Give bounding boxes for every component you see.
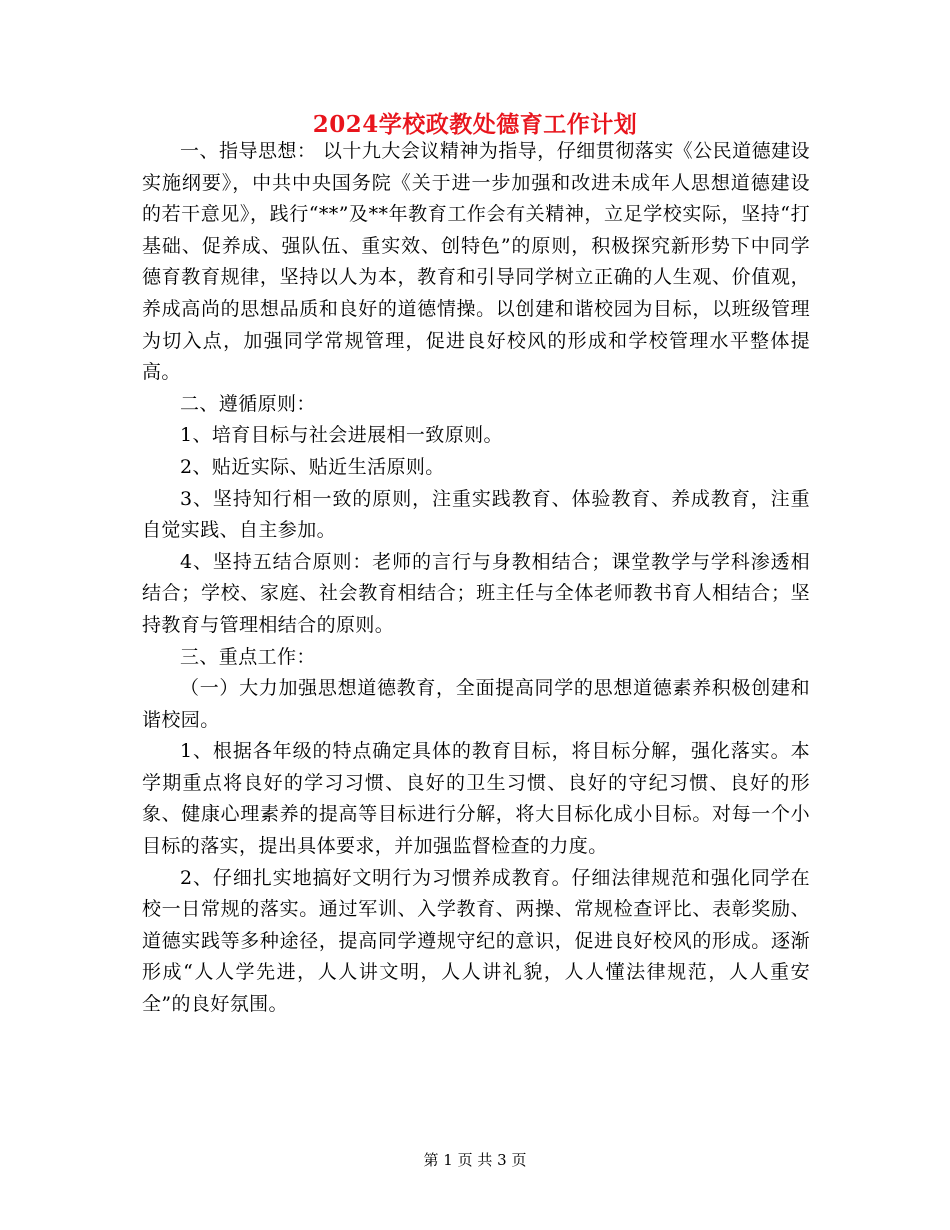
paragraph-key-work-item-1: 1、根据各年级的特点确定具体的教育目标，将目标分解，强化落实。本学期重点将良好的学习习惯、良好的卫生习惯、良好的守纪习惯、良好的形象、健康心理素养的提高等目标进行分解，将大目标化成小目标。对每一个小目标的落实，提出具体要求，并加强监督检查的力度。: [142, 740, 810, 858]
paragraph-principle-1: 1、培育目标与社会进展相一致原则。: [180, 424, 503, 447]
page-number-footer: 第 1 页 共 3 页: [423, 1151, 527, 1169]
paragraph-principle-4: 4、坚持五结合原则：老师的言行与身教相结合；课堂教学与学科渗透相结合；学校、家庭、社会教育相结合；班主任与全体老师教书育人相结合；坚持教育与管理相结合的原则。: [142, 550, 810, 636]
document-title: 2024学校政教处德育工作计划: [312, 111, 638, 138]
paragraph-principles-heading: 二、遵循原则：: [180, 392, 316, 415]
paragraph-principle-3: 3、坚持知行相一致的原则，注重实践教育、体验教育、养成教育，注重自觉实践、自主参加。: [142, 487, 810, 542]
document-body: [142, 136, 810, 1021]
paragraph-key-work-1: （一）大力加强思想道德教育，全面提高同学的思想道德素养积极创建和谐校园。: [142, 677, 810, 731]
paragraph-key-work-item-2: 2、仔细扎实地搞好文明行为习惯养成教育。仔细法律规范和强化同学在校一日常规的落实。通过军训、入学教育、两操、常规检查评比、表彰奖励、道德实践等多种途径，提高同学遵规守纪的意识，促进良好校风的形成。逐渐形成“人人学先进，人人讲文明，人人讲礼貌，人人懂法律规范，人人重安全”的良好氛围。: [142, 866, 810, 1016]
paragraph-key-work-heading: 三、重点工作：: [180, 645, 316, 668]
paragraph-guiding-thought: 一、指导思想： 以十九大会议精神为指导，仔细贯彻落实《公民道德建设实施纲要》，中共中央国务院《关于进一步加强和改进未成年人思想道德建设的若干意见》，践行“**”及**年教育工作会有关精神，立足学校实际，坚持“打基础、促养成、强队伍、重实效、创特色”的原则，积极探究新形势下中同学德育教育规律，坚持以人为本，教育和引导同学树立正确的人生观、价值观，养成高尚的思想品质和良好的道德情操。以创建和谐校园为目标，以班级管理为切入点，加强同学常规管理，促进良好校风的形成和学校管理水平整体提高。: [142, 140, 810, 384]
paragraph-principle-2: 2、贴近实际、贴近生活原则。: [180, 455, 445, 478]
